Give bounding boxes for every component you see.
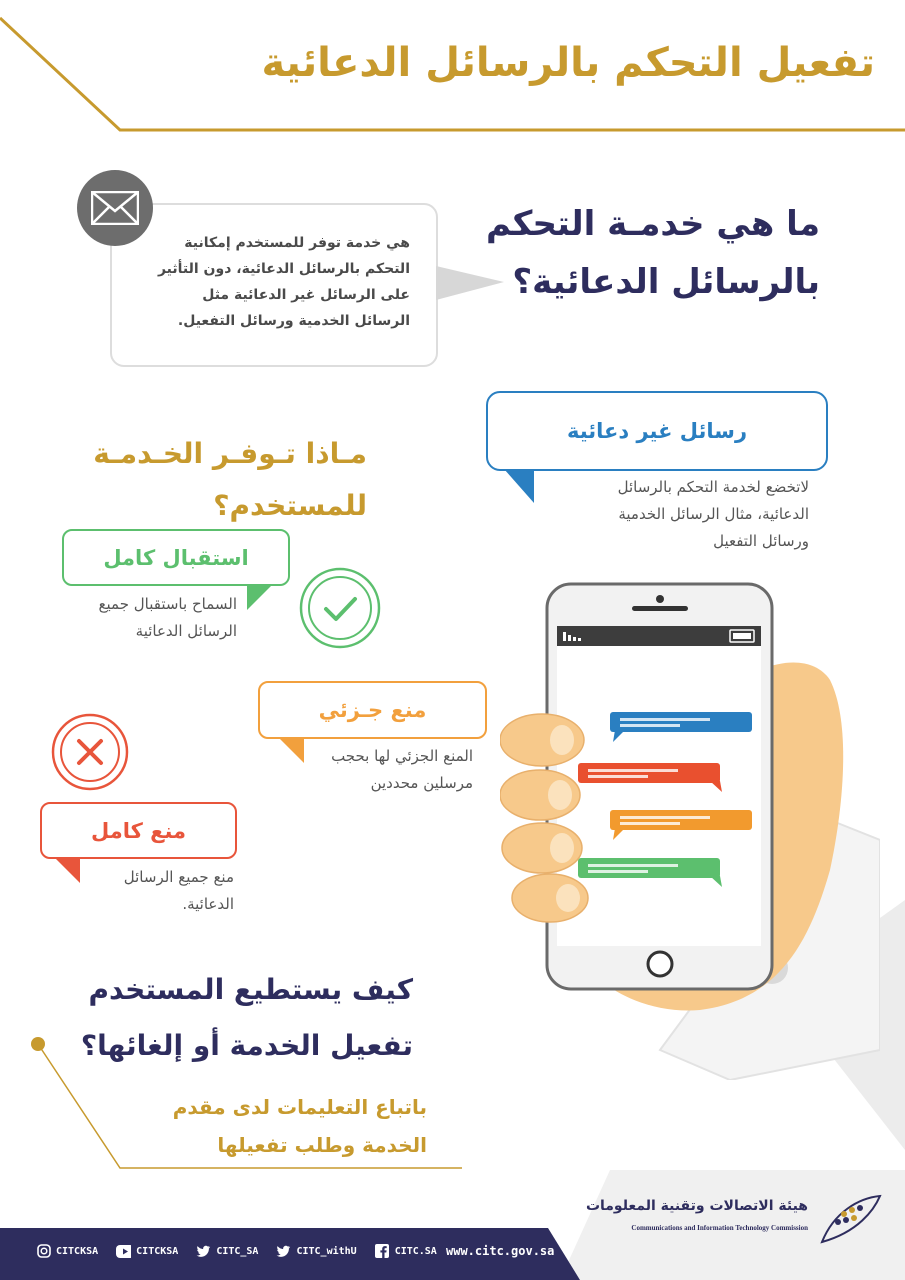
option-pointer	[274, 737, 306, 765]
question-line: كيف يستطيع المستخدم	[88, 973, 413, 1006]
footer	[0, 1228, 905, 1280]
social-handle: CITCKSA	[56, 1245, 99, 1257]
description-line: السماح باستقبال جميع	[98, 595, 237, 613]
website-url: www.citc.gov.sa	[446, 1244, 555, 1258]
social-handle: CITC_withU	[296, 1245, 357, 1257]
question-line: مـاذا تـوفـر الخـدمـة	[93, 437, 367, 470]
phone-in-hand-illustration	[500, 580, 880, 1080]
option-partial-block-description	[331, 743, 473, 797]
option-pointer	[245, 584, 275, 612]
description-line: هي خدمة توفر للمستخدم إمكانية	[184, 235, 410, 251]
question-line: ما هي خدمـة التحكم	[486, 204, 820, 244]
question-line: بالرسائل الدعائية؟	[512, 262, 820, 302]
footer-socials	[36, 1228, 437, 1274]
description-line: منع جميع الرسائل	[123, 868, 234, 886]
instagram-icon	[36, 1244, 51, 1259]
check-circle-icon	[298, 566, 382, 650]
description-line: المنع الجزئي لها بحجب	[331, 747, 473, 765]
social-instagram[interactable]	[36, 1244, 98, 1259]
social-twitter-sa[interactable]	[196, 1244, 258, 1259]
description-line: الرسائل الخدمية ورسائل التفعيل.	[177, 313, 410, 329]
non-promo-pointer	[500, 469, 540, 505]
non-promo-title: رسائل غير دعائية	[566, 419, 748, 443]
description-line: الرسائل الدعائية	[135, 622, 237, 640]
question-line: للمستخدم؟	[213, 489, 367, 522]
option-full-reception-description	[99, 591, 237, 645]
social-facebook[interactable]	[375, 1244, 437, 1259]
option-pointer	[52, 857, 82, 885]
option-title: منع جـزئي	[318, 698, 427, 722]
option-title: استقبال كامل	[103, 545, 249, 570]
description-line: لاتخضع لخدمة التحكم بالرسائل	[617, 478, 809, 496]
description-line: الدعائية.	[182, 895, 234, 913]
option-title: منع كامل	[90, 818, 187, 843]
description-line: التحكم بالرسائل الدعائية، دون التأثير	[157, 261, 410, 277]
description-line: مرسلين محددين	[370, 774, 473, 792]
x-circle-icon	[50, 712, 130, 792]
description-line: الدعائية، مثال الرسائل الخدمية	[618, 505, 809, 523]
envelope-icon	[77, 170, 153, 246]
twitter-icon	[276, 1244, 291, 1259]
facebook-icon	[375, 1244, 390, 1259]
what-is-description	[158, 230, 410, 334]
website-link[interactable]	[446, 1228, 554, 1274]
org-name-ar: هيئة الاتصالات وتقنية المعلومات	[585, 1198, 808, 1214]
option-full-block-description	[124, 864, 234, 918]
description-line: على الرسائل غير الدعائية مثل	[202, 287, 410, 303]
page-title: تفعيل التحكم بالرسائل الدعائية	[261, 40, 875, 86]
answer-line: باتباع التعليمات لدى مقدم	[172, 1095, 427, 1119]
org-name-en: Communications and Information Technology Commission	[631, 1224, 808, 1232]
option-full-block-box	[40, 802, 237, 859]
how-answer	[173, 1088, 427, 1164]
answer-line: الخدمة وطلب تفعيلها	[217, 1133, 427, 1157]
description-line: ورسائل التفعيل	[713, 532, 809, 550]
social-twitter-withu[interactable]	[276, 1244, 356, 1259]
what-is-question	[486, 195, 820, 311]
social-handle: CITC_SA	[216, 1245, 259, 1257]
social-handle: CITC.SA	[394, 1245, 437, 1257]
social-handle: CITCKSA	[136, 1245, 179, 1257]
citc-logo-icon	[814, 1192, 884, 1248]
youtube-icon	[116, 1244, 131, 1259]
how-question	[81, 962, 413, 1074]
question-line: تفعيل الخدمة أو إلغائها؟	[80, 1029, 413, 1062]
social-youtube[interactable]	[116, 1244, 178, 1259]
non-promo-description	[618, 474, 809, 555]
option-full-reception-box	[62, 529, 290, 586]
non-promo-title-box	[486, 391, 828, 471]
option-partial-block-box	[258, 681, 487, 739]
twitter-icon	[196, 1244, 211, 1259]
offers-question	[93, 428, 367, 532]
